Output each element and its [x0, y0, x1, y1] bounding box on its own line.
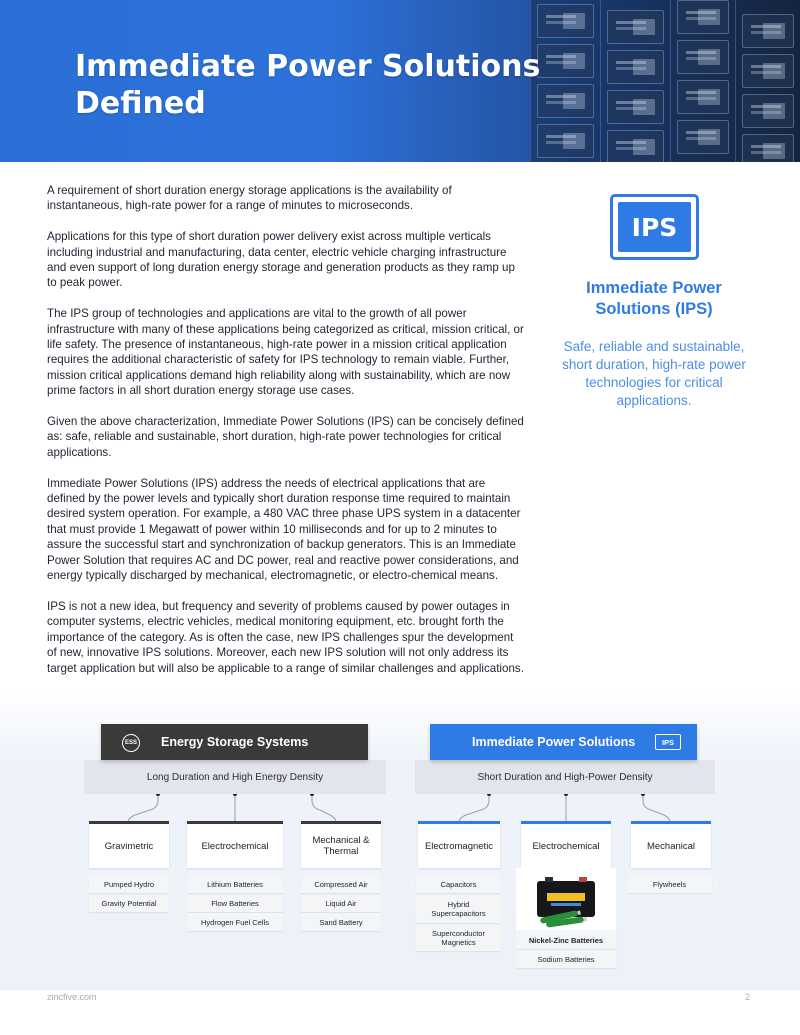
- list-item: Compressed Air: [301, 876, 381, 893]
- list-item: Sodium Batteries: [516, 950, 616, 968]
- paragraph: The IPS group of technologies and applications are vital to the growth of all power infrastructure with many of these applications being categorized as critical, mission critical, or life safety. The presence of instantaneous, high-rate power in a mission critical application requires the additional characteristic of safety for IPS technology to remain viable. Further, mission critical applications demand high reliability along with sustainability, which are now prime factors in all short duration energy storage use cases.: [47, 307, 524, 398]
- server-rack-image: [670, 0, 735, 162]
- list-item: Hybrid Supercapacitors: [416, 895, 501, 923]
- body-text: [47, 183, 525, 691]
- list-item: Nickel-Zinc Batteries: [516, 931, 616, 949]
- paragraph: Given the above characterization, Immediate Power Solutions (IPS) can be concisely defined as: safe, reliable and sustainable, short duration, high-rate power technologies for critical applications.: [47, 415, 524, 459]
- ips-logo-icon: [610, 194, 699, 260]
- battery-image: [516, 868, 616, 930]
- sidebar-description: Safe, reliable and sustainable, short duration, high-rate power technologies for critical applications.: [562, 339, 746, 408]
- list-item: Lithium Batteries: [187, 876, 283, 893]
- server-rack-image: [735, 0, 800, 162]
- list-item: Gravity Potential: [89, 895, 169, 912]
- category-gravimetric: Gravimetric: [89, 821, 169, 868]
- list-item: Liquid Air: [301, 895, 381, 912]
- footer-website: zincfive.com: [47, 992, 97, 1002]
- page-number: 2: [745, 992, 751, 1002]
- sidebar-title: Immediate Power Solutions (IPS): [586, 279, 722, 318]
- page-title: Immediate Power Solutions Defined: [75, 49, 541, 121]
- category-mechanical: Mechanical: [631, 821, 711, 868]
- list-item: Pumped Hydro: [89, 876, 169, 893]
- list-item: Superconductor Magnetics: [416, 925, 501, 951]
- list-item: Flywheels: [627, 876, 712, 893]
- paragraph: IPS is not a new idea, but frequency and severity of problems caused by power outages in computer systems, electric vehicles, medical monitoring equipment, etc. brought forth the importance of the category. As is often the case, new IPS challenges spur the development of new, innovative IPS solutions. Moreover, each new IPS solution will not only address its target application but will also be applicable to a range of similar challenges and applications.: [47, 599, 524, 675]
- header-banner: [0, 0, 800, 162]
- ess-header: [101, 724, 368, 760]
- ips-badge-label: IPS: [618, 202, 691, 252]
- ips-icon: IPS: [655, 734, 681, 750]
- ips-subtitle-band: Short Duration and High-Power Density: [415, 760, 715, 794]
- server-rack-image: [600, 0, 670, 162]
- paragraph: Applications for this type of short duration power delivery exist across multiple verticals including industrial and manufacturing, data center, electric vehicle charging infrastructure and even support of long duration energy storage and generation products as they ramp up to peak power.: [47, 230, 515, 290]
- list-item: Hydrogen Fuel Cells: [187, 913, 283, 931]
- category-mechanical-thermal: Mechanical & Thermal: [301, 821, 381, 868]
- list-item: Sand Battery: [301, 913, 381, 931]
- ips-header: [430, 724, 697, 760]
- category-electrochemical: Electrochemical: [521, 821, 611, 868]
- list-item: Capacitors: [416, 876, 501, 893]
- ess-icon: ESS: [122, 734, 140, 752]
- category-electrochemical: Electrochemical: [187, 821, 283, 868]
- list-item: Flow Batteries: [187, 895, 283, 912]
- ess-subtitle-band: Long Duration and High Energy Density: [84, 760, 386, 794]
- paragraph: Immediate Power Solutions (IPS) address the needs of electrical applications that are defined by the power levels and typically short duration response time required to maintain desired system operation. For example, a 480 VAC three phase UPS system in a datacenter that must provide 1 Megawatt of power within 10 milliseconds and for up to 2 minutes to assure the successful start and synchronization of backup generators. This is an Immediate Power Solution that requires AC and DC power, real and reactive power considerations, and energy typically discharged by mechanical, electromagnetic, or electro-chemical means.: [47, 476, 521, 583]
- ess-title: Energy Storage Systems: [161, 735, 309, 749]
- category-electromagnetic: Electromagnetic: [418, 821, 500, 868]
- ips-title: Immediate Power Solutions: [472, 735, 636, 749]
- paragraph: A requirement of short duration energy storage applications is the availability of instantaneous, high-rate power for a range of minutes to microseconds.: [47, 184, 452, 213]
